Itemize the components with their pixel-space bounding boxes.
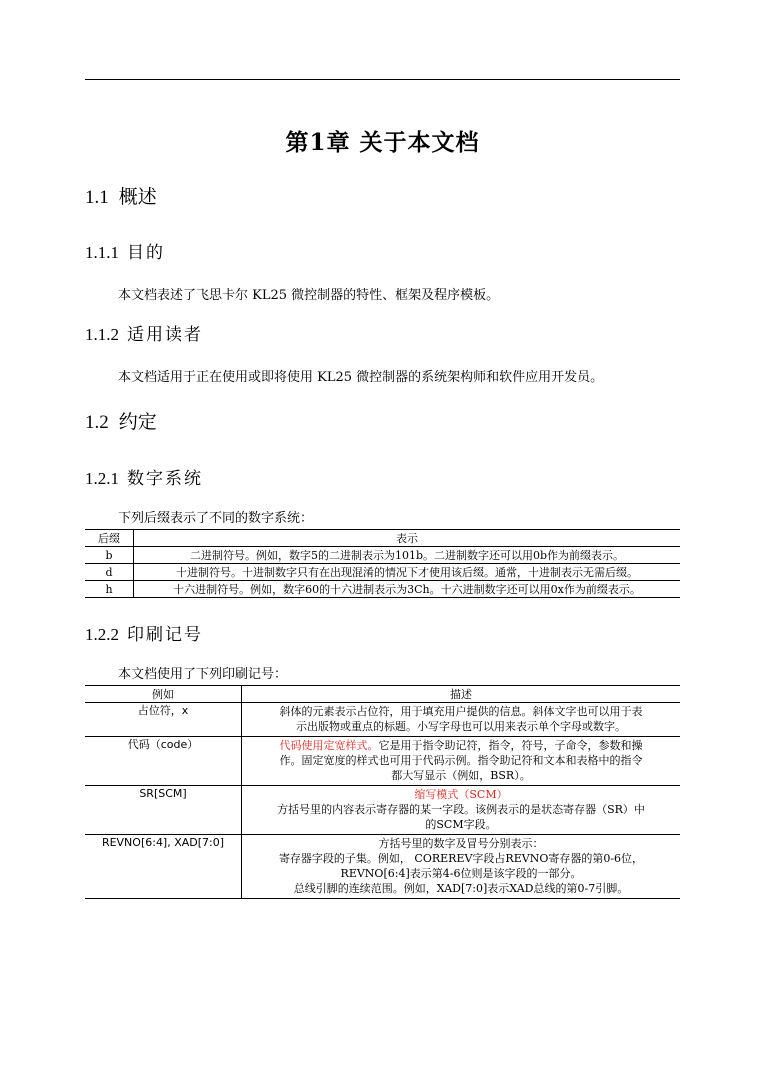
table-row [85,703,680,737]
example-cell: 占位符，x [85,703,242,737]
suffix-table [85,529,680,598]
section-number: 1.2.2 [85,625,119,644]
table-row [85,581,680,598]
table-header-cell: 后缀 [85,530,134,547]
desc-cell [242,835,681,899]
desc-cell [242,786,681,835]
table-row [85,564,680,581]
table-header-cell: 例如 [85,686,242,703]
section-title: 概述 [118,186,157,208]
desc-line-text: 它是用于指令助记符，指令，符号，子命令，参数和操 [378,739,643,752]
section-1-1-1-body: 本文档表述了飞思卡尔 KL25 微控制器的特性、框架及程序模板。 [118,288,500,303]
desc-line: 作。固定宽度的样式也可用于代码示例。指令助记符和文本和表格中的指令 [279,754,643,767]
header-rule [85,79,680,80]
desc-line [245,738,677,753]
section-1-2-1-heading [85,464,203,489]
section-1-1-2-body: 本文档适用于正在使用或即将使用 KL25 微控制器的系统架构师和软件应用开发员。 [118,370,604,385]
desc-line: REVNO[6:4]表示第4-6位则是该字段的一部分。 [340,867,582,880]
desc-cell: 十六进制符号。例如，数字60的十六进制表示为3Ch。十六进制数字还可以用0x作为前缀表示。 [134,581,681,598]
highlight-text: 代码使用定宽样式。 [279,739,379,752]
section-number: 1.2 [85,412,109,433]
section-title: 约定 [118,411,157,433]
desc-line: 总线引脚的连续范围。例如，XAD[7:0]表示XAD总线的第0-7引脚。 [293,882,629,895]
desc-line: 的SCM字段。 [425,818,497,831]
section-title: 适用读者 [127,325,203,345]
suffix-cell: h [85,581,134,598]
section-number: 1.1 [85,187,109,208]
desc-line: 寄存器字段的子集。例如， COREREV字段占REVNO寄存器的第0-6位， [278,852,644,865]
chapter-title: 第1章 关于本文档 [285,129,480,156]
section-number: 1.1.1 [85,243,119,262]
desc-line: 方括号里的数字及冒号分别表示： [378,837,544,850]
table-header-row [85,530,680,547]
section-title: 印刷记号 [127,625,203,645]
section-number: 1.1.2 [85,325,119,344]
table-header-cell: 表示 [134,530,681,547]
desc-line: 方括号里的内容表示寄存器的某一字段。该例表示的是状态寄存器（SR）中 [277,803,645,816]
example-cell: 代码（code） [85,737,242,786]
section-title: 数字系统 [127,469,203,489]
highlight-text: 缩写模式（SCM） [414,788,508,801]
desc-line: 示出版物或重点的标题。小写字母也可以用来表示单个字母或数字。 [296,720,626,733]
section-1-2-1-body: 下列后缀表示了不同的数字系统： [118,511,314,526]
desc-cell [242,737,681,786]
table-row [85,786,680,835]
section-1-2-2-heading [85,620,203,645]
suffix-cell: d [85,564,134,581]
desc-line: 都大写显示（例如，BSR）。 [391,769,531,782]
table-row [85,547,680,564]
table-header-cell: 描述 [242,686,681,703]
table-header-row [85,686,680,703]
desc-line: 斜体的元素表示占位符，用于填充用户提供的信息。斜体文字也可以用于表 [279,705,643,718]
typography-table [85,685,680,899]
section-number: 1.2.1 [85,469,119,488]
section-1-1-2-heading [85,320,203,345]
suffix-cell: b [85,547,134,564]
desc-cell: 二进制符号。例如，数字5的二进制表示为101b。二进制数字还可以用0b作为前缀表示。 [134,547,681,564]
section-1-1-heading [85,182,157,209]
section-1-1-1-heading [85,238,165,263]
example-cell: REVNO[6:4], XAD[7:0] [85,835,242,899]
section-title: 目的 [127,243,165,263]
table-row [85,835,680,899]
section-1-2-heading [85,407,157,434]
desc-cell: 十进制符号。十进制数字只有在出现混淆的情况下才使用该后缀。通常，十进制表示无需后缀。 [134,564,681,581]
table-row [85,737,680,786]
example-cell: SR[SCM] [85,786,242,835]
section-1-2-2-body: 本文档使用了下列印刷记号： [118,667,288,682]
desc-cell [242,703,681,737]
